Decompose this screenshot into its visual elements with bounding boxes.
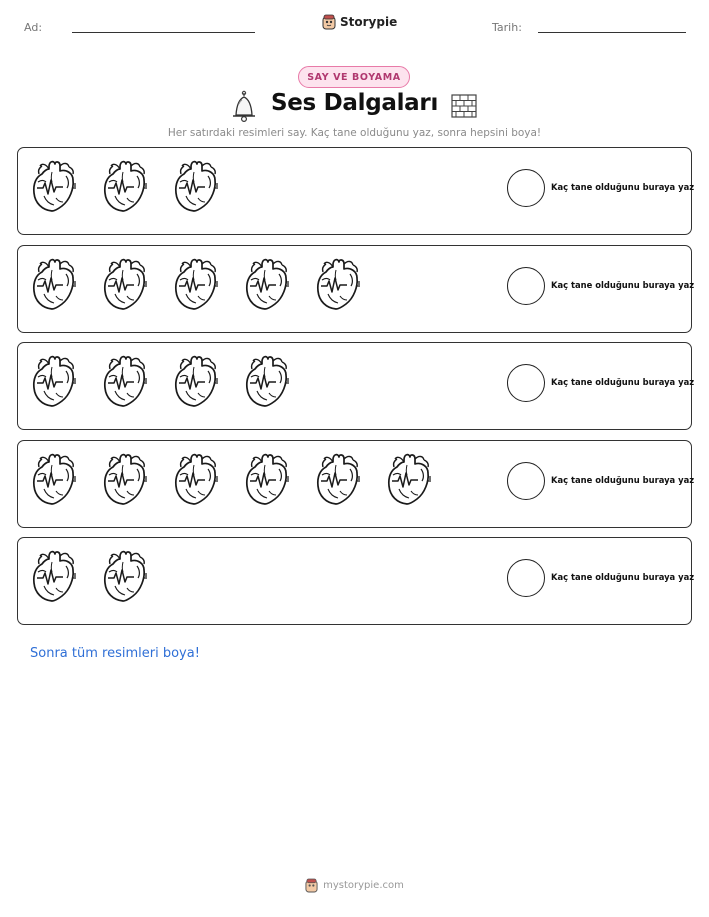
anatomical-heart-icon[interactable] — [101, 546, 149, 606]
name-line[interactable] — [72, 32, 255, 33]
answer-label: Kaç tane olduğunu buraya yaz — [551, 280, 695, 290]
anatomical-heart-icon[interactable] — [101, 254, 149, 314]
brand-logo — [322, 14, 397, 30]
answer-label: Kaç tane olduğunu buraya yaz — [551, 377, 695, 387]
anatomical-heart-icon[interactable] — [101, 351, 149, 411]
answer-circle[interactable] — [507, 169, 545, 207]
storypie-mascot-icon — [305, 878, 318, 893]
activity-badge: SAY VE BOYAMA — [298, 66, 410, 88]
anatomical-heart-icon[interactable] — [243, 449, 291, 509]
site-url: mystorypie.com — [323, 880, 404, 891]
anatomical-heart-icon[interactable] — [172, 156, 220, 216]
answer-circle[interactable] — [507, 462, 545, 500]
anatomical-heart-icon[interactable] — [314, 449, 362, 509]
answer-circle[interactable] — [507, 267, 545, 305]
anatomical-heart-icon[interactable] — [30, 156, 78, 216]
count-row — [17, 440, 695, 528]
anatomical-heart-icon[interactable] — [314, 254, 362, 314]
anatomical-heart-icon[interactable] — [30, 449, 78, 509]
answer-circle[interactable] — [507, 364, 545, 402]
answer-circle[interactable] — [507, 559, 545, 597]
count-row — [17, 245, 695, 333]
anatomical-heart-icon[interactable] — [243, 254, 291, 314]
count-row — [17, 537, 695, 625]
count-row — [17, 147, 695, 235]
anatomical-heart-icon[interactable] — [30, 254, 78, 314]
anatomical-heart-icon[interactable] — [172, 449, 220, 509]
count-row — [17, 342, 695, 430]
anatomical-heart-icon[interactable] — [385, 449, 433, 509]
answer-label: Kaç tane olduğunu buraya yaz — [551, 572, 695, 582]
answer-label: Kaç tane olduğunu buraya yaz — [551, 182, 695, 192]
date-line[interactable] — [538, 32, 686, 33]
storypie-mascot-icon — [322, 14, 336, 30]
page-title: Ses Dalgaları — [270, 90, 439, 116]
anatomical-heart-icon[interactable] — [243, 351, 291, 411]
instructions-text: Her satırdaki resimleri say. Kaç tane olduğunu yaz, sonra hepsini boya! — [167, 127, 542, 139]
anatomical-heart-icon[interactable] — [30, 546, 78, 606]
anatomical-heart-icon[interactable] — [101, 449, 149, 509]
worksheet-header — [0, 14, 709, 44]
site-footer — [0, 878, 709, 893]
date-label: Tarih: — [492, 21, 522, 34]
brick-wall-icon — [451, 94, 477, 118]
name-label: Ad: — [24, 21, 43, 34]
anatomical-heart-icon[interactable] — [172, 254, 220, 314]
anatomical-heart-icon[interactable] — [30, 351, 78, 411]
anatomical-heart-icon[interactable] — [101, 156, 149, 216]
answer-label: Kaç tane olduğunu buraya yaz — [551, 475, 695, 485]
brand-name: Storypie — [340, 15, 398, 29]
footer-instruction: Sonra tüm resimleri boya! — [30, 646, 200, 661]
anatomical-heart-icon[interactable] — [172, 351, 220, 411]
